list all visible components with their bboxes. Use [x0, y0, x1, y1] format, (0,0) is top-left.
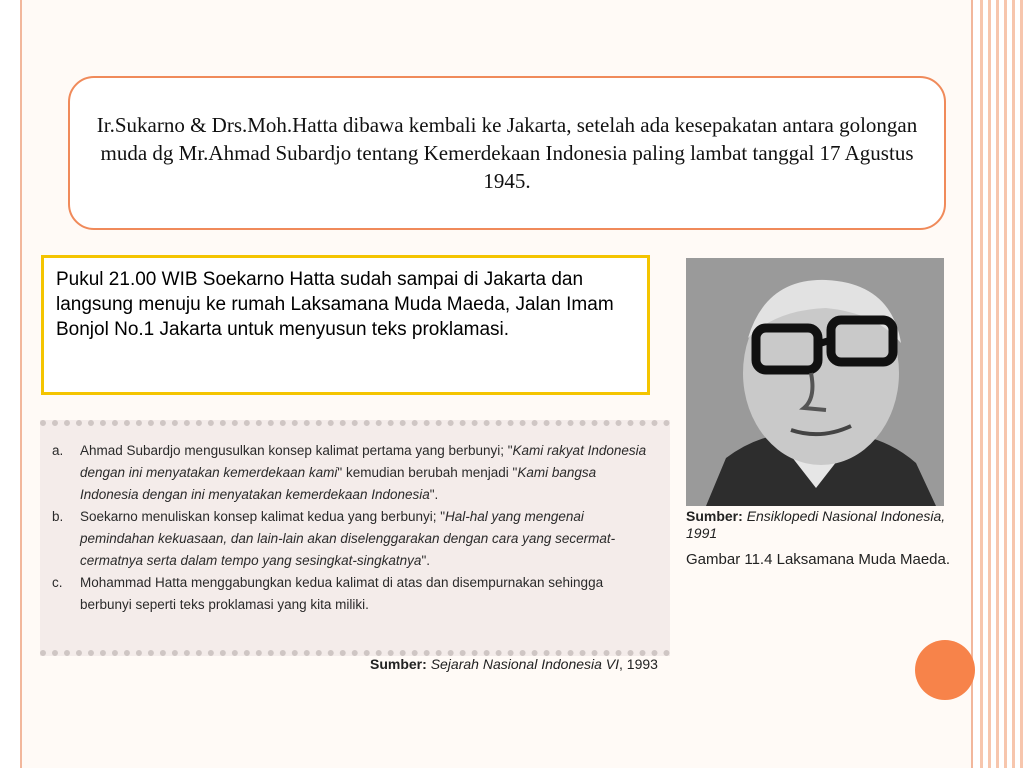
- scanned-text-box: [40, 420, 670, 656]
- list-text-part: ".: [421, 553, 430, 568]
- info-box: [41, 255, 650, 395]
- scan-source-year: , 1993: [619, 656, 658, 672]
- list-text-italic: Hal-hal yang mengenai pemindahan kekuasaan, dan lain-lain akan diselenggarakan dengan cara yang secermat-cermatnya serta dalam tempo yang sesingkat-singkatnya: [80, 509, 616, 568]
- info-text: Pukul 21.00 WIB Soekarno Hatta sudah sampai di Jakarta dan langsung menuju ke rumah Laksamana Muda Maeda, Jalan Imam Bonjol No.1 Jakarta untuk menyusun teks proklamasi.: [56, 269, 614, 340]
- photo-source-label: Sumber:: [686, 508, 743, 524]
- list-text: Mohammad Hatta menggabungkan kedua kalimat di atas dan disempurnakan sehingga berbunyi seperti teks proklamasi yang kita miliki.: [80, 575, 604, 612]
- list-item: [52, 572, 658, 616]
- decorative-stripes: [980, 0, 1024, 768]
- scan-source-title: Sejarah Nasional Indonesia VI: [430, 656, 620, 672]
- photo-source-text: Ensiklopedi Nasional Indonesia, 1991: [686, 508, 946, 541]
- list-item: [52, 440, 658, 506]
- list-item: [52, 506, 658, 572]
- list-letter: b.: [52, 509, 64, 524]
- list-text-part: ".: [429, 487, 439, 502]
- list-letter: a.: [52, 443, 64, 458]
- list-text-part: Soekarno menuliskan konsep kalimat kedua yang berbunyi; ": [80, 509, 446, 524]
- list-text-italic: Kami bangsa Indonesia dengan ini menyatakan kemerdekaan Indonesia: [80, 465, 597, 502]
- list-text-part: Ahmad Subardjo mengusulkan konsep kalimat pertama yang berbunyi; ": [80, 443, 513, 458]
- list-text: [80, 440, 658, 506]
- list-text-italic: Kami rakyat Indonesia dengan ini menyatakan kemerdekaan kami: [80, 443, 647, 480]
- decorative-circle: [915, 640, 975, 700]
- title-box: [68, 76, 946, 230]
- portrait-photo: [686, 258, 944, 506]
- list-text: [80, 506, 658, 572]
- portrait-illustration: [686, 258, 944, 506]
- scan-source-label: Sumber:: [370, 656, 427, 672]
- photo-caption: [686, 508, 956, 569]
- scan-source: [370, 656, 658, 672]
- title-text: Ir.Sukarno & Drs.Moh.Hatta dibawa kembali ke Jakarta, setelah ada kesepakatan antara golongan muda dg Mr.Ahmad Subardjo tentang Kemerdekaan Indonesia paling lambat tanggal 17 Agustus 1945.: [96, 113, 918, 193]
- list-text-part: " kemudian berubah menjadi ": [337, 465, 518, 480]
- scan-list: [52, 440, 658, 616]
- list-letter: c.: [52, 575, 63, 590]
- figure-caption: Gambar 11.4 Laksamana Muda Maeda.: [686, 551, 951, 568]
- photo-source: [686, 508, 956, 542]
